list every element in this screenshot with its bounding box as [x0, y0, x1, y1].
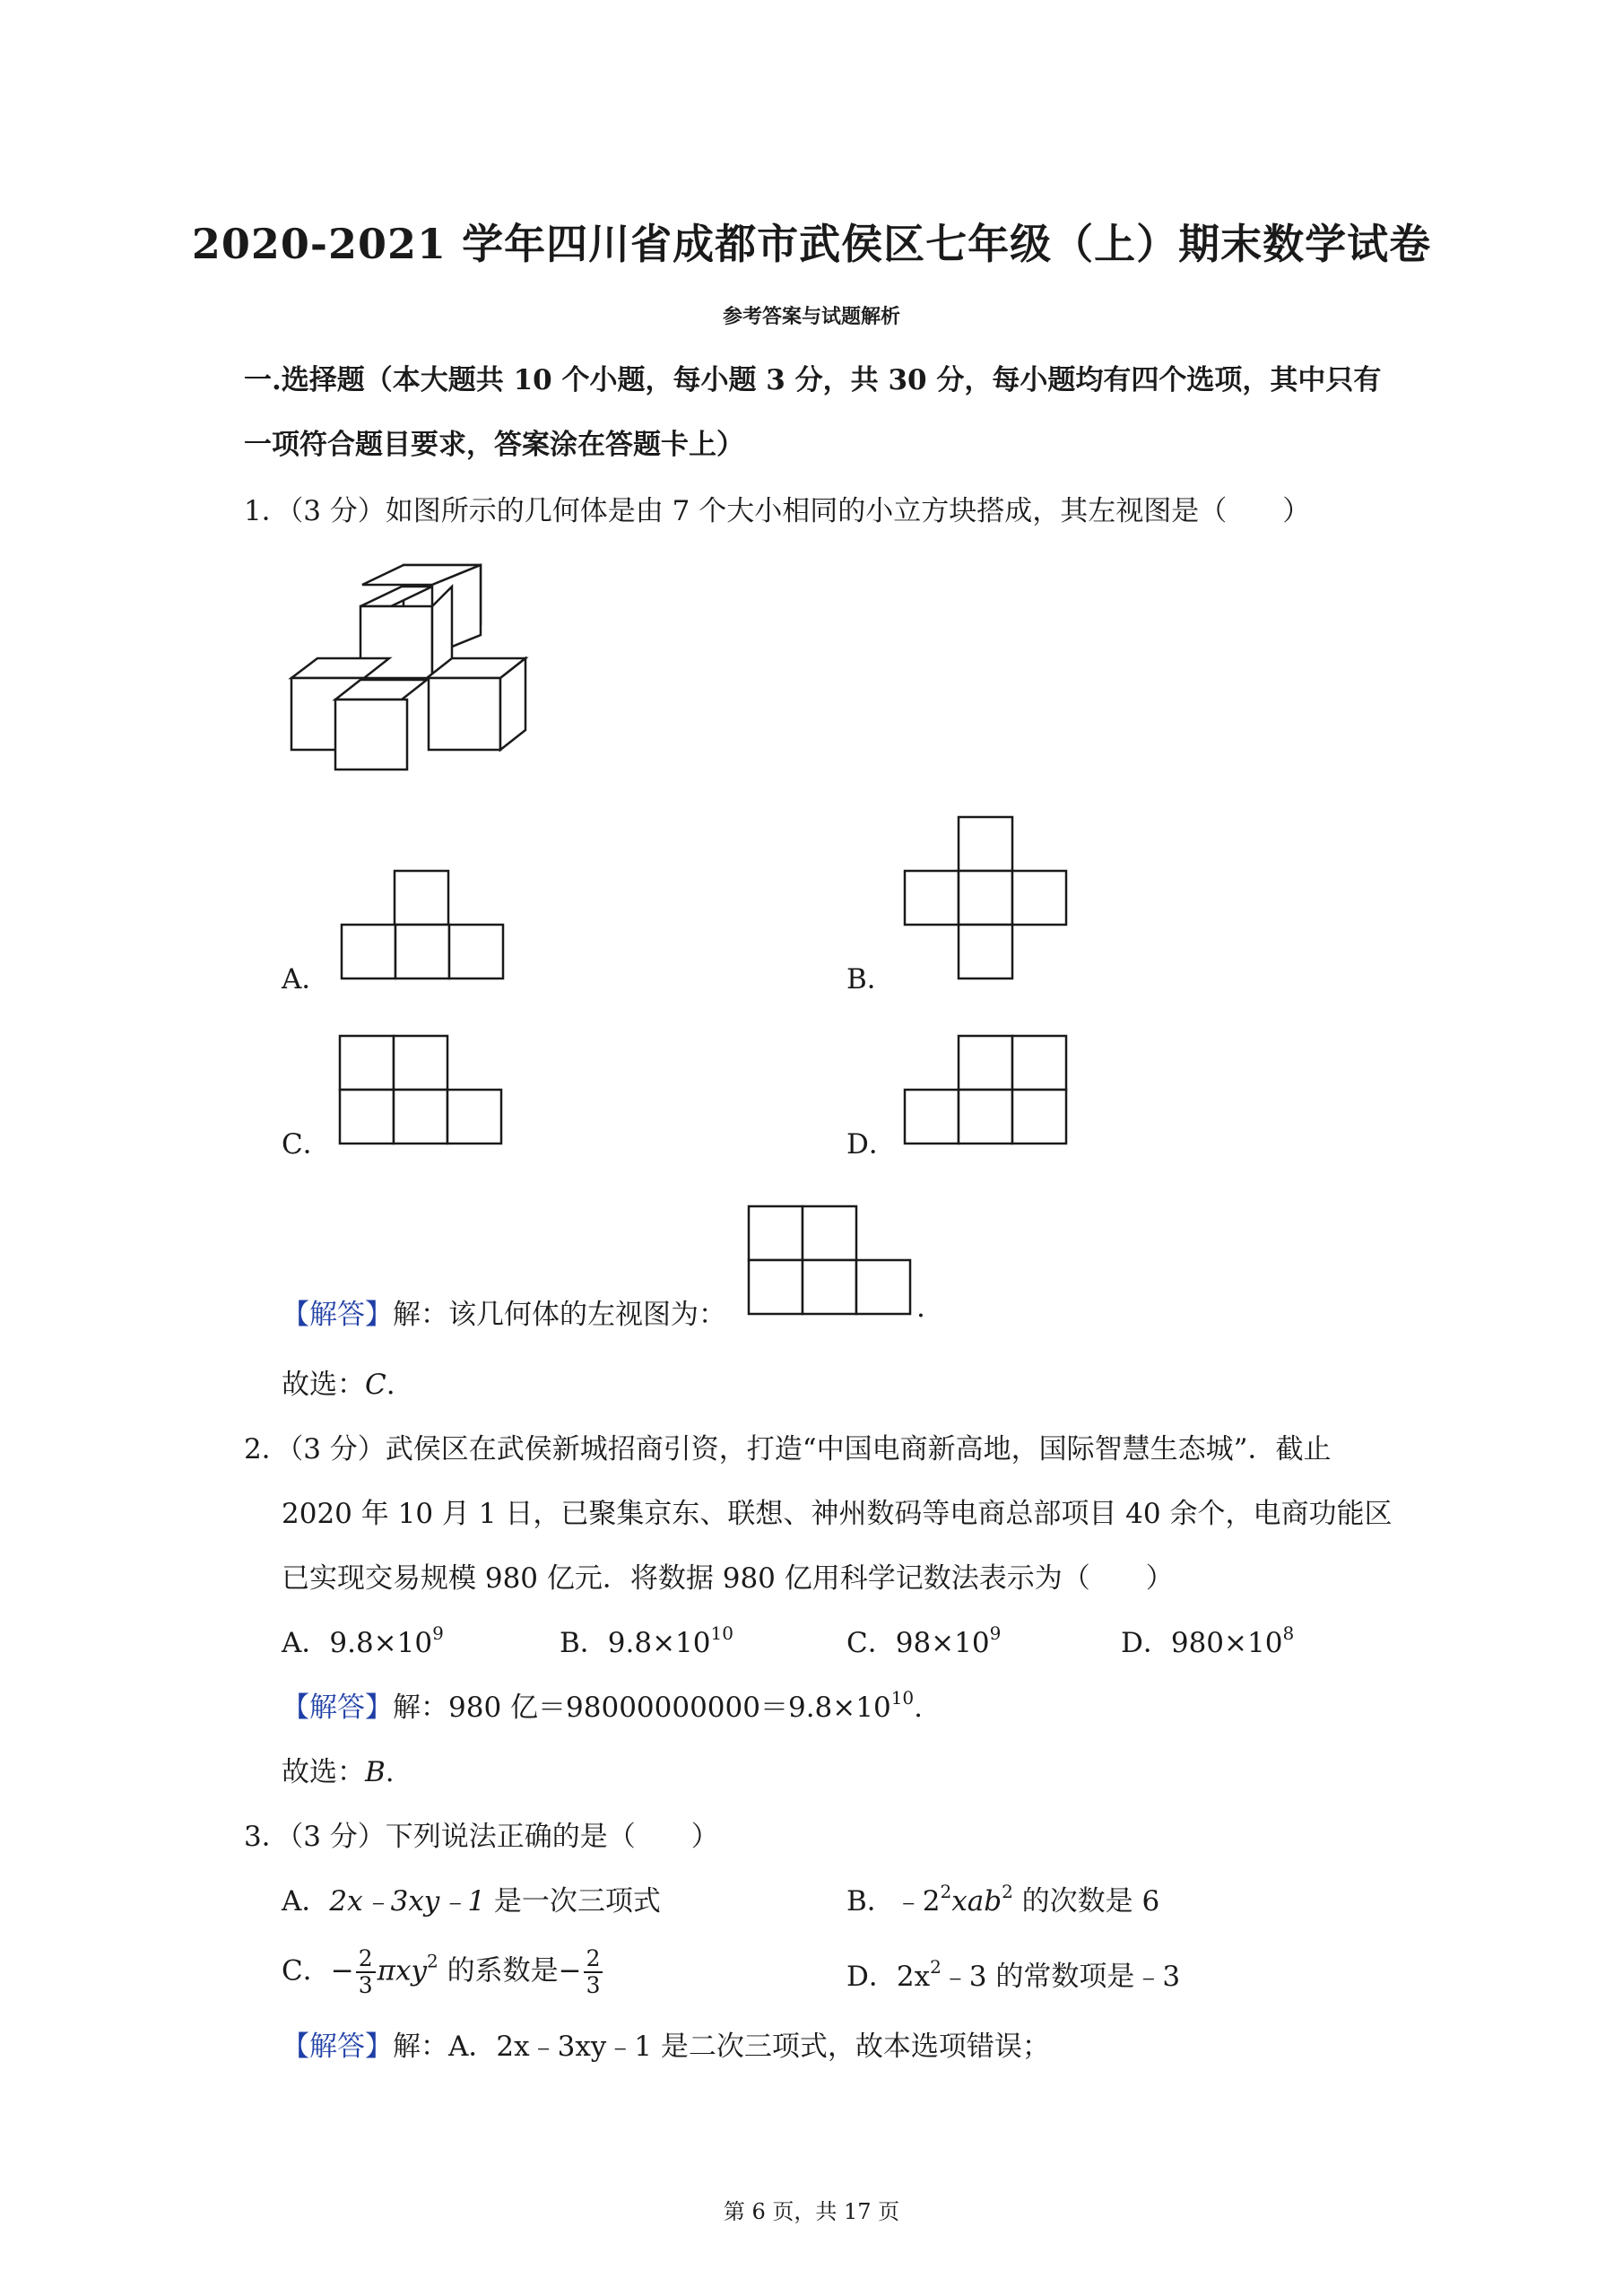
q2-option-c-exp: 9	[989, 1622, 1002, 1644]
q3-option-a	[282, 1878, 661, 1918]
q2-option-a	[282, 1620, 444, 1660]
q3-option-d	[846, 1953, 1180, 1994]
fraction-denominator: 3	[586, 1972, 601, 1998]
q1-stem: 1．（3 分）如图所示的几何体是由 7 个大小相同的小立方块搭成，其左视图是（ ）	[244, 495, 1311, 527]
fig-face	[335, 700, 407, 770]
q1-choice	[282, 1361, 395, 1402]
answer-tag: 【解答】	[282, 1299, 393, 1331]
q3-option-a-text: 是一次三项式	[485, 1885, 661, 1918]
q2-option-b	[560, 1620, 733, 1660]
q1-solid-figure	[285, 563, 536, 770]
q2-option-c-text: C．98×10	[846, 1627, 990, 1659]
q1-option-a-figure	[341, 870, 504, 979]
q3-option-c-var: πxy	[377, 1954, 427, 1987]
answer-tag: 【解答】	[282, 2031, 393, 2063]
q1-option-a-label: A．	[282, 963, 330, 996]
q3-option-d-label: D．	[846, 1961, 897, 1993]
q3-option-b	[846, 1878, 1159, 1918]
q1-option-c-figure	[339, 1035, 502, 1144]
fraction-numerator: 2	[584, 1946, 603, 1973]
q1-answer	[282, 1292, 726, 1332]
q1-answer-end: .	[916, 1292, 925, 1324]
q1-option-b-figure	[904, 816, 1067, 979]
q2-answer	[282, 1684, 923, 1725]
q3-option-c-minus: −	[330, 1954, 354, 1987]
q2-answer-exp: 10	[890, 1687, 915, 1709]
q3-option-b-label: B．	[846, 1885, 895, 1918]
choice-letter: C	[365, 1369, 386, 1401]
fraction-numerator: 2	[356, 1946, 376, 1973]
section-heading-line1: 一.选择题（本大题共 10 个小题，每小题 3 分，共 30 分，每小题均有四个选项，其中只有	[244, 364, 1382, 396]
q2-option-d-exp: 8	[1282, 1622, 1295, 1644]
page-title: 2020-2021 学年四川省成都市武侯区七年级（上）期末数学试卷	[191, 220, 1432, 268]
q2-option-c	[846, 1620, 1001, 1660]
q2-option-a-text: A．9.8×10	[282, 1627, 433, 1659]
q3-option-d-pre: 2x	[896, 1961, 931, 1993]
q3-option-d-text: ﹣3 的常数项是﹣3	[941, 1961, 1181, 1993]
page-subtitle: 参考答案与试题解析	[722, 305, 900, 328]
q2-line1: 2．（3 分）武侯区在武侯新城招商引资，打造“中国电商新高地，国际智慧生态城”．截止	[244, 1433, 1332, 1465]
choice-prefix: 故选：	[282, 1756, 365, 1788]
q3-option-c	[282, 1946, 604, 1998]
q3-option-b-exp1: 2	[940, 1881, 952, 1902]
choice-letter: B	[365, 1756, 386, 1788]
section-heading-line2: 一项符合题目要求，答案涂在答题卡上）	[244, 429, 744, 461]
q1-option-b-label: B．	[846, 963, 895, 996]
q2-option-d	[1121, 1620, 1294, 1660]
q2-answer-end: .	[914, 1692, 924, 1724]
q1-option-d-label: D．	[846, 1128, 897, 1161]
q3-option-b-pre: ﹣2	[894, 1885, 941, 1918]
q3-answer-text: 解：A．2x﹣3xy﹣1 是二次三项式，故本选项错误；	[393, 2031, 1050, 2063]
q2-line2: 2020 年 10 月 1 日，已聚集京东、联想、神州数码等电商总部项目 40 余个，电商功能区	[282, 1498, 1393, 1530]
q3-option-c-exp: 2	[427, 1950, 438, 1972]
q2-option-b-exp: 10	[710, 1622, 733, 1644]
q2-choice	[282, 1749, 395, 1789]
fraction-denominator: 3	[358, 1972, 373, 1998]
fig-face	[429, 678, 500, 750]
q3-answer	[282, 2023, 1050, 2064]
q2-line3: 已实现交易规模 980 亿元．将数据 980 亿用科学记数法表示为（ ）	[282, 1562, 1174, 1595]
q3-option-b-var: xab	[951, 1885, 1002, 1918]
q1-answer-text: 解：该几何体的左视图为：	[393, 1299, 726, 1331]
answer-tag: 【解答】	[282, 1692, 393, 1724]
choice-end: .	[385, 1756, 395, 1788]
q3-option-b-exp2: 2	[1002, 1881, 1013, 1902]
q3-option-c-fraction2	[584, 1946, 603, 1998]
q1-option-d-figure	[904, 1035, 1067, 1144]
q3-option-c-minus2: −	[558, 1954, 582, 1987]
q3-option-c-fraction	[356, 1946, 376, 1998]
q3-option-a-expr: 2x﹣3xy﹣1	[329, 1885, 486, 1918]
choice-end: .	[386, 1369, 395, 1401]
q2-option-b-text: B．9.8×10	[560, 1627, 711, 1659]
q3-option-d-exp: 2	[930, 1956, 942, 1978]
q2-option-a-exp: 9	[432, 1622, 444, 1644]
choice-prefix: 故选：	[282, 1369, 365, 1401]
page-number-footer: 第 6 页，共 17 页	[723, 2199, 900, 2224]
q3-option-c-text: 的系数是	[438, 1954, 559, 1987]
q1-option-c-label: C．	[282, 1128, 331, 1161]
q3-option-b-text: 的次数是 6	[1012, 1885, 1160, 1918]
q3-stem: 3．（3 分）下列说法正确的是（ ）	[244, 1821, 719, 1853]
q3-option-a-label: A．	[282, 1885, 330, 1918]
q3-option-c-label: C．	[282, 1954, 331, 1987]
q1-answer-figure	[748, 1205, 911, 1315]
q2-answer-text: 解：980 亿＝98000000000＝9.8×10	[393, 1692, 891, 1724]
q2-option-d-text: D．980×10	[1121, 1627, 1283, 1659]
